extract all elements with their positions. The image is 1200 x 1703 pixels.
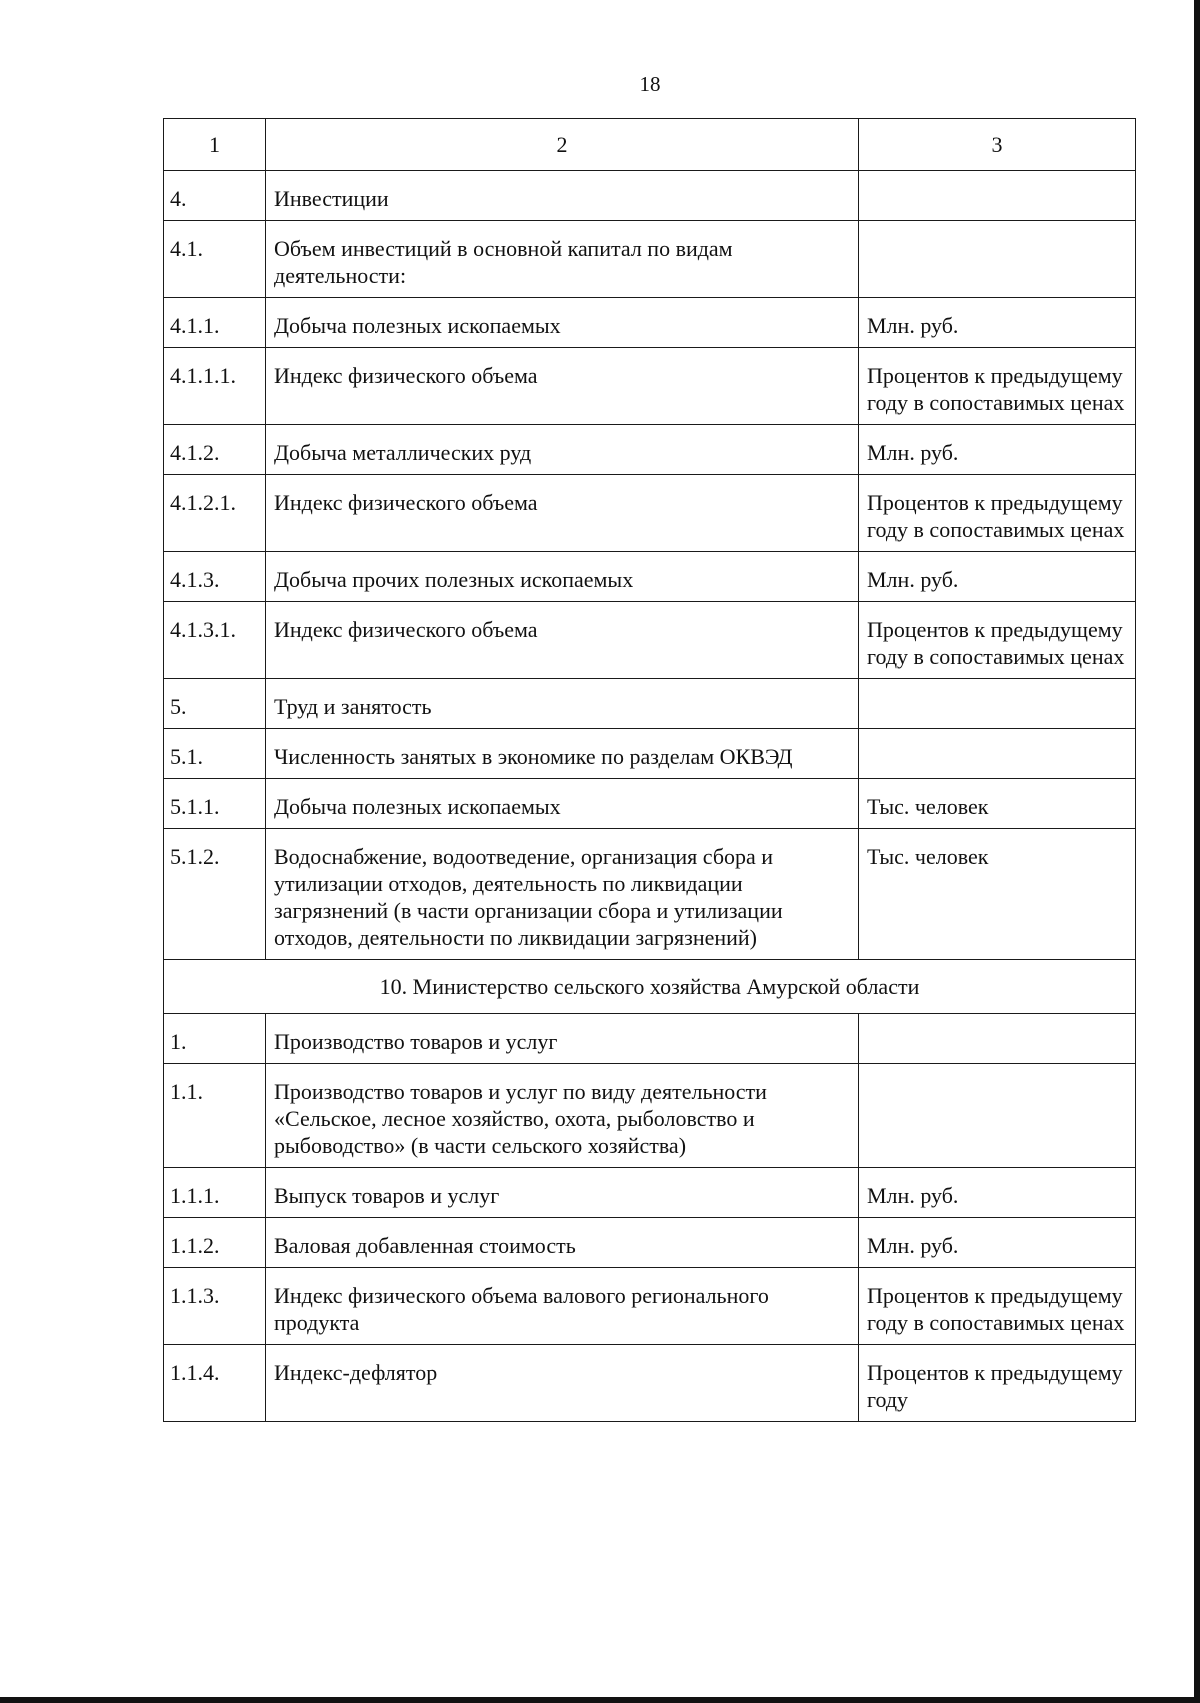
unit-of-measure: Тыс. человек — [859, 829, 1136, 960]
indicator-name: Валовая добавленная стоимость — [266, 1218, 859, 1268]
header-cell: 3 — [859, 119, 1136, 171]
row-number: 5.1. — [164, 729, 266, 779]
row-number: 1.1.1. — [164, 1168, 266, 1218]
row-number: 4.1.2.1. — [164, 475, 266, 552]
indicator-name: Водоснабжение, водоотведение, организация сбора и утилизации отходов, деятельность по ликвидации загрязнений (в части организации сбора и утилизации отходов, деятельности по ликвидации загрязнений) — [266, 829, 859, 960]
row-number: 5.1.2. — [164, 829, 266, 960]
header-cell: 1 — [164, 119, 266, 171]
table-row — [164, 348, 1136, 425]
table-row — [164, 602, 1136, 679]
table-row — [164, 1218, 1136, 1268]
section-row — [164, 960, 1136, 1014]
scan-border-bottom — [0, 1697, 1200, 1703]
indicator-name: Производство товаров и услуг — [266, 1014, 859, 1064]
unit-of-measure: Процентов к предыдущему году в сопоставимых ценах — [859, 348, 1136, 425]
table-row — [164, 1268, 1136, 1345]
row-number: 4.1.3. — [164, 552, 266, 602]
table-row — [164, 1014, 1136, 1064]
unit-of-measure — [859, 1064, 1136, 1168]
table-row — [164, 221, 1136, 298]
unit-of-measure — [859, 221, 1136, 298]
table-row — [164, 779, 1136, 829]
unit-of-measure — [859, 729, 1136, 779]
unit-of-measure — [859, 1014, 1136, 1064]
row-number: 1.1.3. — [164, 1268, 266, 1345]
table-row — [164, 475, 1136, 552]
table-row — [164, 425, 1136, 475]
row-number: 4. — [164, 171, 266, 221]
unit-of-measure: Процентов к предыдущему году в сопоставимых ценах — [859, 602, 1136, 679]
table-row — [164, 1064, 1136, 1168]
indicator-name: Добыча металлических руд — [266, 425, 859, 475]
unit-of-measure: Млн. руб. — [859, 552, 1136, 602]
section-title: 10. Министерство сельского хозяйства Амурской области — [164, 960, 1136, 1014]
header-cell: 2 — [266, 119, 859, 171]
row-number: 5. — [164, 679, 266, 729]
row-number: 5.1.1. — [164, 779, 266, 829]
unit-of-measure — [859, 171, 1136, 221]
unit-of-measure: Млн. руб. — [859, 1168, 1136, 1218]
row-number: 4.1. — [164, 221, 266, 298]
unit-of-measure: Тыс. человек — [859, 779, 1136, 829]
indicator-name: Индекс физического объема — [266, 348, 859, 425]
indicator-name: Индекс физического объема — [266, 475, 859, 552]
row-number: 4.1.2. — [164, 425, 266, 475]
row-number: 4.1.1. — [164, 298, 266, 348]
indicator-name: Добыча полезных ископаемых — [266, 298, 859, 348]
table-row — [164, 298, 1136, 348]
indicators-table — [163, 118, 1136, 1422]
table-row — [164, 1345, 1136, 1422]
table-row — [164, 1168, 1136, 1218]
table-row — [164, 679, 1136, 729]
indicator-name: Индекс физического объема валового регионального продукта — [266, 1268, 859, 1345]
unit-of-measure: Процентов к предыдущему году в сопоставимых ценах — [859, 475, 1136, 552]
indicator-name: Производство товаров и услуг по виду деятельности «Сельское, лесное хозяйство, охота, рыболовство и рыбоводство» (в части сельского хозяйства) — [266, 1064, 859, 1168]
indicator-name: Добыча полезных ископаемых — [266, 779, 859, 829]
unit-of-measure: Млн. руб. — [859, 298, 1136, 348]
unit-of-measure: Процентов к предыдущему году в сопоставимых ценах — [859, 1268, 1136, 1345]
indicator-name: Труд и занятость — [266, 679, 859, 729]
indicator-name: Индекс физического объема — [266, 602, 859, 679]
indicator-name: Выпуск товаров и услуг — [266, 1168, 859, 1218]
indicator-name: Индекс-дефлятор — [266, 1345, 859, 1422]
table-row — [164, 829, 1136, 960]
row-number: 4.1.3.1. — [164, 602, 266, 679]
table-row — [164, 729, 1136, 779]
unit-of-measure — [859, 679, 1136, 729]
indicator-name: Объем инвестиций в основной капитал по видам деятельности: — [266, 221, 859, 298]
unit-of-measure: Млн. руб. — [859, 1218, 1136, 1268]
unit-of-measure: Процентов к предыдущему году — [859, 1345, 1136, 1422]
table-row — [164, 171, 1136, 221]
indicator-name: Добыча прочих полезных ископаемых — [266, 552, 859, 602]
page-number: 18 — [639, 72, 661, 96]
unit-of-measure: Млн. руб. — [859, 425, 1136, 475]
row-number: 1.1.2. — [164, 1218, 266, 1268]
table-header-row — [164, 119, 1136, 171]
row-number: 1.1. — [164, 1064, 266, 1168]
indicator-name: Численность занятых в экономике по разделам ОКВЭД — [266, 729, 859, 779]
row-number: 1.1.4. — [164, 1345, 266, 1422]
row-number: 1. — [164, 1014, 266, 1064]
row-number: 4.1.1.1. — [164, 348, 266, 425]
scan-border-right — [1194, 0, 1200, 1703]
indicator-name: Инвестиции — [266, 171, 859, 221]
table-row — [164, 552, 1136, 602]
